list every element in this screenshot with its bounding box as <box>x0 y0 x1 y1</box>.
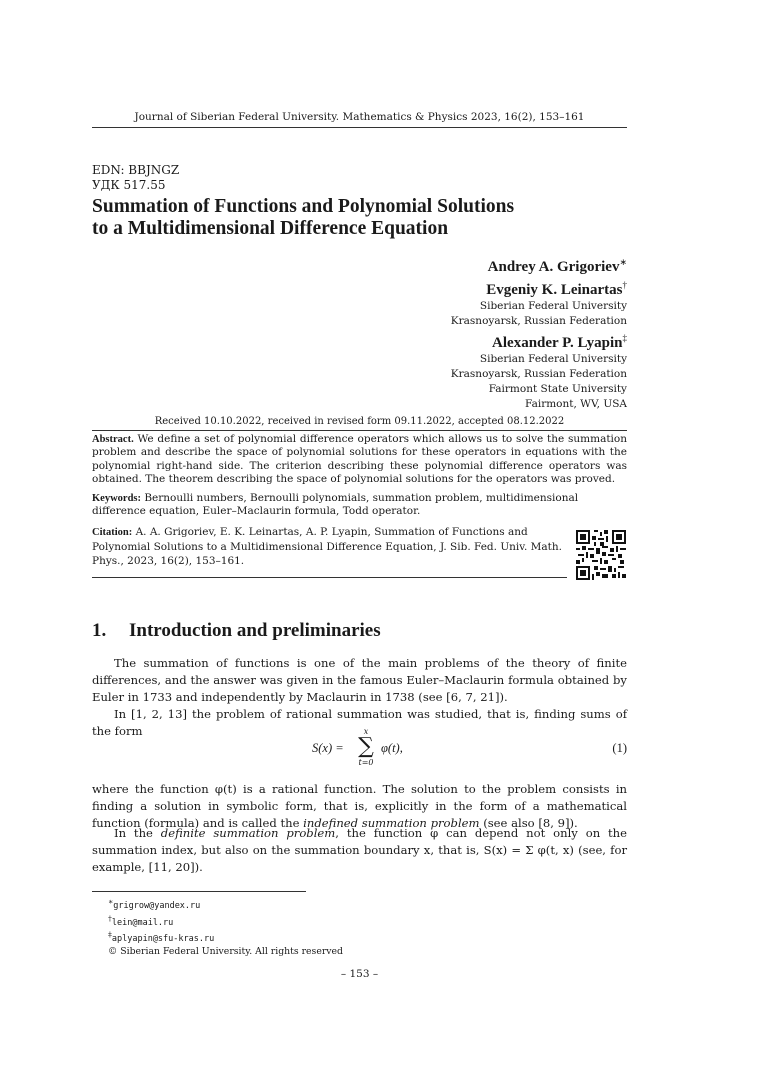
footnote: ‡aplyapin@sfu-kras.ru <box>108 930 215 945</box>
emphasis: definite summation problem <box>160 826 336 840</box>
section-heading <box>92 620 381 642</box>
edn: EDN: BBJNGZ <box>92 163 180 177</box>
keywords-text: Bernoulli numbers, Bernoulli polynomials, summation problem, multidimensional difference equation, Euler–Maclaurin formula, Todd operator. <box>92 492 579 518</box>
copyright: © Siberian Federal University. All rights reserved <box>108 945 343 957</box>
citation-rule <box>92 577 567 578</box>
equation-rhs: φ(t), <box>381 741 403 755</box>
email-link[interactable]: aplyapin@sfu-kras.ru <box>111 934 215 945</box>
footnote: ∗grigrow@yandex.ru <box>108 897 201 912</box>
sum-symbol <box>354 727 378 767</box>
citation-label: Citation: <box>92 527 133 538</box>
received-dates: Received 10.10.2022, received in revised form 09.11.2022, accepted 08.12.2022 <box>154 416 565 427</box>
citation-text: A. A. Grigoriev, E. K. Leinartas, A. P. Lyapin, Summation of Functions and Polynomial Solutions to a Multidimensional Difference Equation, J. Sib. Fed. Univ. Math. Phys., 2023, 16(2), 153–161. <box>92 526 562 567</box>
page-number: – 153 – <box>340 968 379 980</box>
citation <box>92 525 562 568</box>
title-line-1: Summation of Functions and Polynomial Solutions <box>92 196 515 217</box>
section-number: 1. <box>92 620 107 641</box>
affiliation: Fairmont State University <box>488 383 627 395</box>
footnotes <box>108 896 343 958</box>
author-1: Andrey A. Grigoriev∗ <box>487 257 627 275</box>
paragraph: where the function φ(t) is a rational function. The solution to the problem consists in finding a solution in symbolic form, that is, explicitly in the form of a mathematical function (formula) and is called the indefined summation problem (see also [8, 9]). <box>92 782 627 830</box>
journal-header: Journal of Siberian Federal University. Mathematics & Physics 2023, 16(2), 153–161 <box>134 111 585 123</box>
sum-lower-limit: t=0 <box>358 758 374 767</box>
header-rule <box>92 127 627 128</box>
emphasis: indefined summation problem <box>303 816 480 830</box>
author-3: Alexander P. Lyapin‡ <box>492 333 627 351</box>
affiliation: Siberian Federal University <box>479 300 627 312</box>
author-2: Evgeniy K. Leinartas† <box>486 280 627 298</box>
email-link[interactable]: lein@mail.ru <box>111 917 174 928</box>
footnote: †lein@mail.ru <box>108 913 174 928</box>
keywords-label: Keywords: <box>92 493 141 504</box>
equation-number: (1) <box>612 741 627 755</box>
keywords <box>92 492 627 519</box>
equation-1 <box>92 727 627 771</box>
affiliation: Fairmont, WV, USA <box>525 398 627 410</box>
affiliation: Krasnoyarsk, Russian Federation <box>450 368 627 380</box>
author-block <box>451 253 627 412</box>
paragraph: In [1, 2, 13] the problem of rational summation was studied, that is, finding sums of the form <box>92 707 627 738</box>
abstract-label: Abstract. <box>92 434 134 445</box>
paper-title <box>92 196 627 240</box>
equation-lhs: S(x) = <box>312 741 344 755</box>
title-line-2: to a Multidimensional Difference Equation <box>92 218 449 239</box>
affiliation: Siberian Federal University <box>479 353 627 365</box>
footnote-rule <box>92 891 306 892</box>
abstract-text: We define a set of polynomial difference operators which allows us to solve the summation problem and describe the space of polynomial solutions for these operators in equations with the polynomial right-hand side. The criterion describing these polynomial difference operators was obtained. The theorem describing the space of polynomial solutions for the operators was proved. <box>92 433 627 485</box>
udk: УДК 517.55 <box>92 178 166 192</box>
paragraph: The summation of functions is one of the main problems of the theory of finite differences, and the answer was given in the famous Euler–Maclaurin formula obtained by Euler in 1733 and independently by Maclaurin in 1738 (see [6, 7, 21]). <box>92 656 627 704</box>
abstract <box>92 433 627 486</box>
affiliation: Krasnoyarsk, Russian Federation <box>450 315 627 327</box>
sum-upper-limit: x <box>363 727 369 736</box>
abstract-top-rule <box>92 430 627 431</box>
section-title: Introduction and preliminaries <box>129 620 381 641</box>
email-link[interactable]: grigrow@yandex.ru <box>113 901 201 912</box>
qr-code-icon <box>576 530 626 580</box>
sigma-icon: ∑ <box>358 734 374 759</box>
paragraph: In the definite summation problem, the function φ can depend not only on the summation index, but also on the summation boundary x, that is, S(x) = Σ φ(t, x) (see, for example, [11, 20]). <box>92 826 628 874</box>
